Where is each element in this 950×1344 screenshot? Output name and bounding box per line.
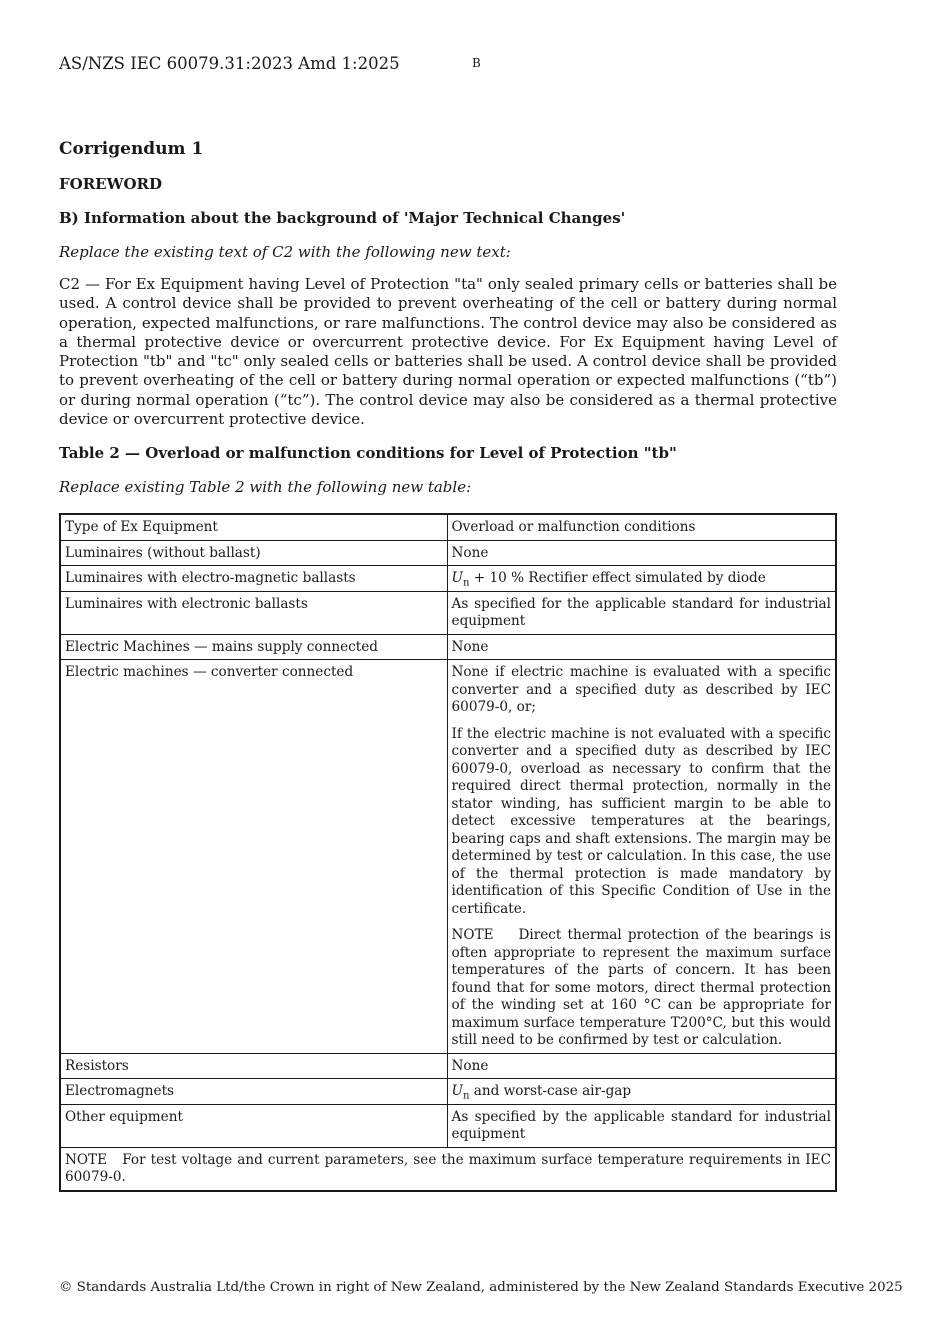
voltage-subscript: n [463,1091,470,1103]
condition-cell: As specified for the applicable standard for industrial equipment [447,591,836,634]
footer-copyright: © Standards Australia Ltd/the Crown in right of New Zealand, administered by the New Zealand Standards Executive 2025 [59,1280,903,1295]
table-row [60,634,836,660]
table-header-row [60,514,836,540]
equipment-cell: Other equipment [60,1104,447,1147]
condition-text: and worst-case air-gap [469,1083,632,1100]
table-note-row [60,1147,836,1191]
equipment-cell: Resistors [60,1053,447,1079]
equipment-cell: Electric machines — converter connected [60,660,447,1054]
condition-cell: None [447,634,836,660]
header-doc-id: AS/NZS IEC 60079.31:2023 Amd 1:2025 [59,54,400,73]
condition-cell [447,660,836,1054]
c2-instruction: Replace the existing text of C2 with the following new text: [59,243,511,261]
equipment-cell: Luminaires (without ballast) [60,540,447,566]
voltage-symbol: U [451,570,463,587]
header-page-letter: B [472,56,481,70]
equipment-cell: Luminaires with electronic ballasts [60,591,447,634]
col2-header: Overload or malfunction conditions [447,514,836,540]
table-row [60,1104,836,1147]
corrigendum-title: Corrigendum 1 [59,139,204,159]
table-instruction: Replace existing Table 2 with the following new table: [59,478,472,497]
condition-cell: None [447,540,836,566]
condition-cell [447,1079,836,1105]
c2-paragraph: C2 — For Ex Equipment having Level of Protection "ta" only sealed primary cells or batteries shall be used. A control device shall be provided to prevent overheating of the cell or battery during normal operation, expected malfunctions, or rare malfunctions. The control device may also be considered as a thermal protective device or overcurrent protective device. For Ex Equipment having Level of Protection "tb" and "tc" only sealed cells or batteries shall be used. A control device shall be provided to prevent overheating of the cell or battery during normal operation or expected malfunctions (“tb”) or during normal operation (“tc”). The control device may also be considered as a thermal protective device or overcurrent protective device. [59,275,837,429]
table-row [60,566,836,592]
table-row [60,1053,836,1079]
subsection-heading: B) Information about the background of 'Major Technical Changes' [59,209,626,227]
table-row [60,660,836,1054]
equipment-cell: Luminaires with electro-magnetic ballasts [60,566,447,592]
table-2 [59,513,837,1192]
foreword-heading: FOREWORD [59,175,163,193]
table-note: NOTE For test voltage and current parameters, see the maximum surface temperature requirements in IEC 60079-0. [60,1147,836,1191]
voltage-symbol: U [451,1083,463,1100]
equipment-cell: Electric Machines — mains supply connected [60,634,447,660]
equipment-cell: Electromagnets [60,1079,447,1105]
condition-note: NOTE Direct thermal protection of the bearings is often appropriate to represent the maximum surface temperatures of the parts of concern. It has been found that for some motors, direct thermal protection of the winding set at 160 °C can be appropriate for maximum surface temperature T200°C, but this would still need to be confirmed by test or calculation. [451,927,836,1049]
condition-cell: As specified by the applicable standard for industrial equipment [447,1104,836,1147]
table-row [60,1079,836,1105]
condition-paragraph: None if electric machine is evaluated with a specific converter and a specified duty as described by IEC 60079-0, or; [451,664,831,716]
condition-text: + 10 % Rectifier effect simulated by diode [469,570,766,587]
voltage-subscript: n [463,578,470,590]
page-content [59,138,837,1192]
condition-paragraph: If the electric machine is not evaluated with a specific converter and a specified duty as described by IEC 60079-0, overload as necessary to confirm that the required direct thermal protection, normally in the stator winding, has sufficient margin to be able to detect excessive temperatures at the bearings, bearing caps and shaft extensions. The margin may be determined by test or calculation. In this case, the use of the thermal protection is made mandatory by identification of this Specific Condition of Use in the certificate. [451,725,831,917]
table-row [60,540,836,566]
condition-cell: None [447,1053,836,1079]
table-row [60,591,836,634]
table-title: Table 2 — Overload or malfunction conditions for Level of Protection "tb" [59,444,677,463]
condition-cell [447,566,836,592]
col1-header: Type of Ex Equipment [60,514,447,540]
